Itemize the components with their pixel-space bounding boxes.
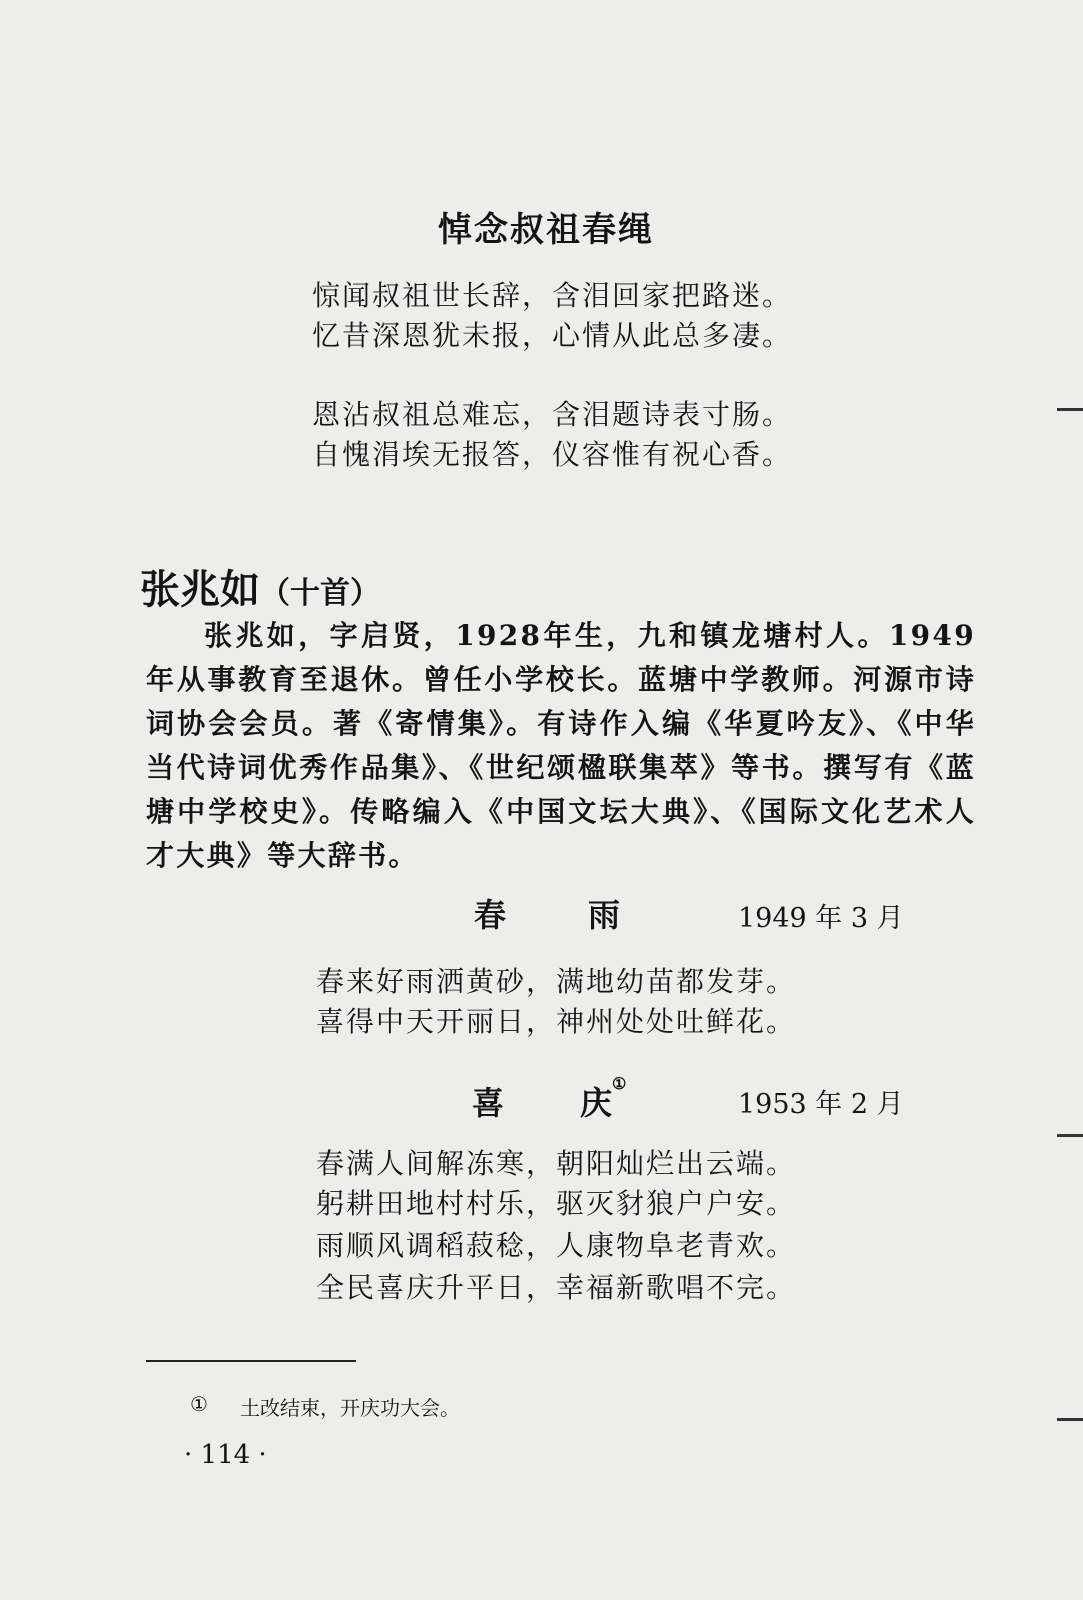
verse-line: 惊闻叔祖世长辞，含泪回家把路迷。 xyxy=(312,279,793,312)
verse-line: 躬耕田地村村乐，驱灭豺狼户户安。 xyxy=(316,1187,797,1220)
verse-line: 全民喜庆升平日，幸福新歌唱不完。 xyxy=(316,1271,797,1304)
footnote-marker[interactable]: ① xyxy=(612,1074,627,1093)
poem-date: 1953 年 2 月 xyxy=(738,1089,904,1120)
page-number: · 114 · xyxy=(184,1440,267,1470)
footnote-text: 土改结束，开庆功大会。 xyxy=(240,1396,460,1420)
verse-line: 喜得中天开丽日，神州处处吐鲜花。 xyxy=(316,1005,797,1038)
author-heading xyxy=(140,558,380,615)
author-poem-count: （十首） xyxy=(260,576,380,611)
poem-title-with-note xyxy=(580,1074,627,1124)
poem-title-char: 庆 xyxy=(580,1084,613,1122)
footnote-divider xyxy=(146,1360,356,1362)
poem-title-char: 春 xyxy=(474,896,507,934)
verse-line: 春来好雨洒黄砂，满地幼苗都发芽。 xyxy=(316,965,797,998)
verse-line: 春满人间解冻寒，朝阳灿烂出云端。 xyxy=(316,1147,797,1180)
verse-line: 恩沾叔祖总难忘，含泪题诗表寸肠。 xyxy=(312,398,793,431)
poem-date: 1949 年 3 月 xyxy=(738,903,904,934)
verse-line: 忆昔深恩犹未报，心情从此总多凄。 xyxy=(312,319,793,352)
poem-title-char: 雨 xyxy=(588,896,621,934)
scan-edge-mark xyxy=(1057,1418,1083,1421)
footnote-mark: ① xyxy=(190,1392,208,1416)
poem-title: 悼念叔祖春绳 xyxy=(438,210,654,250)
scan-edge-mark xyxy=(1057,1134,1083,1137)
verse-line: 自愧涓埃无报答，仪容惟有祝心香。 xyxy=(312,438,793,471)
author-biography: 张兆如，字启贤，1928年生，九和镇龙塘村人。1949年从事教育至退休。曾任小学校长。蓝塘中学教师。河源市诗词协会会员。著《寄情集》。有诗作入编《华夏吟友》、《中华当代诗词优秀作品集》、《世纪颂楹联集萃》等书。撰写有《蓝塘中学校史》。传略编入《中国文坛大典》、《国际文化艺术人才大典》等大辞书。 xyxy=(146,619,976,872)
author-name: 张兆如 xyxy=(140,567,260,613)
scan-edge-mark xyxy=(1057,408,1083,411)
verse-line: 雨顺风调稻菽稔，人康物阜老青欢。 xyxy=(316,1229,797,1262)
poem-title-char: 喜 xyxy=(472,1084,505,1122)
